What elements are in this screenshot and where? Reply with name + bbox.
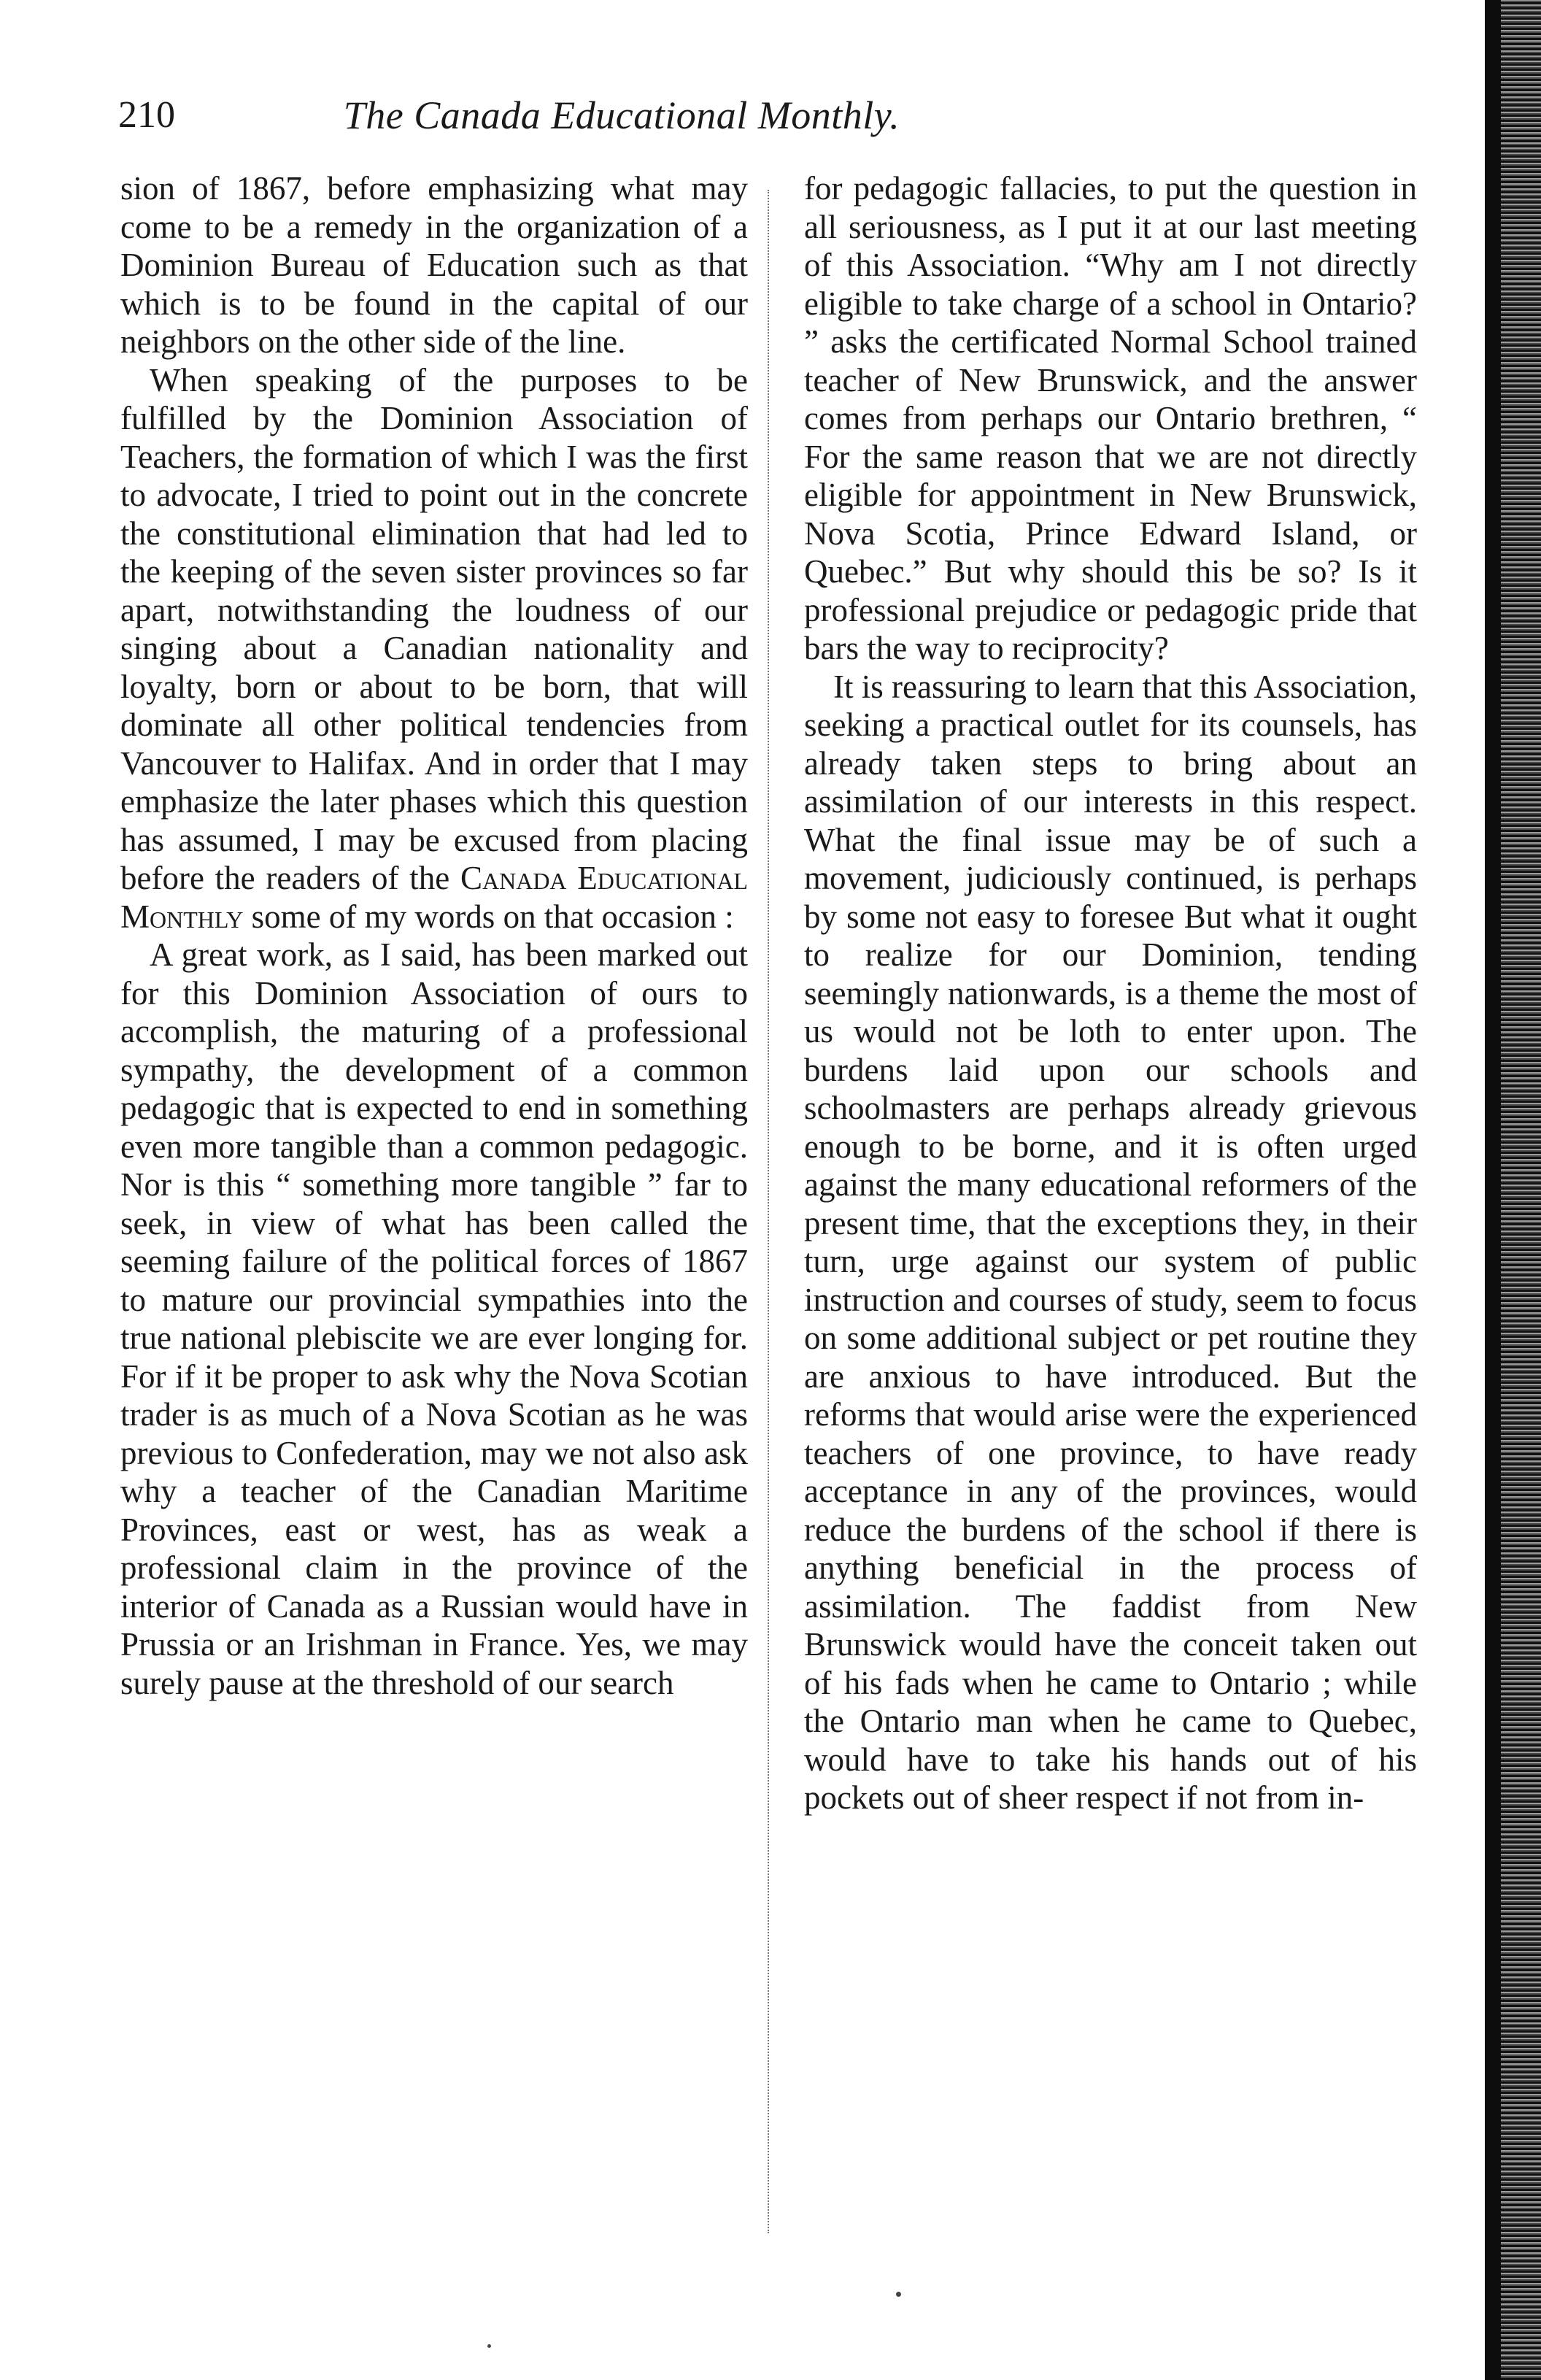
paragraph [120, 361, 748, 936]
page-header [118, 86, 1125, 145]
journal-name: Canada Educational Monthly [120, 860, 748, 935]
column-divider [768, 190, 769, 2233]
paragraph: It is reassuring to learn that this Association, seeking a practical outlet for its counsels, has already taken steps to bring about an assimilation of our interests in this respect. What the final issue may be of such a movement, judiciously continued, is perhaps by some not easy to foresee But what it ought to realize for our Dominion, tending seemingly nationwards, is a theme the most of us would not be loth to enter upon. The burdens laid upon our schools and schoolmasters are perhaps already grievous enough to be borne, and it is often urged against the many educational reformers of the present time, that the exceptions they, in their turn, urge against our system of public instruction and courses of study, seem to focus on some additional subject or pet routine they are anxious to have introduced. But the reforms that would arise were the experienced teachers of one province, to have ready acceptance in any of the provinces, would reduce the burdens of the school if there is anything beneficial in the process of assimilation. The faddist from New Brunswick would have the conceit taken out of his fads when he came to Ontario ; while the Ontario man when he came to Quebec, would have to take his hands out of his pockets out of sheer respect if not from in- [804, 668, 1417, 1816]
scan-speck [487, 2344, 491, 2348]
scan-speck [896, 2292, 901, 2297]
running-title: The Canada Educational Monthly. [343, 93, 900, 137]
left-column [120, 169, 748, 2271]
paragraph: A great work, as I said, has been marked out for this Dominion Association of ours to accomplish, the maturing of a professional sympathy, the development of a common pedagogic that is expected to end in something even more tangible than a common pedagogic. Nor is this “ something more tangible ” far to seek, in view of what has been called the seeming failure of the political forces of 1867 to mature our provincial sympathies into the true national plebiscite we are ever longing for. For if it be proper to ask why the Nova Scotian trader is as much of a Nova Scotian as he was previous to Confederation, may we not also ask why a teacher of the Canadian Maritime Provinces, east or west, has as weak a professional claim in the province of the interior of Canada as a Russian would have in Prussia or an Irishman in France. Yes, we may surely pause at the threshold of our search [120, 936, 748, 1701]
paragraph: sion of 1867, before emphasizing what may come to be a remedy in the organization of a Dominion Bureau of Education such as that which is to be found in the capital of our neighbors on the other side of the line. [120, 170, 748, 360]
paragraph-text: When speaking of the purposes to be fulfilled by the Dominion Association of Teachers, the formation of which I was the first to advocate, I tried to point out in the concrete the constitutional elimination that had led to the keeping of the seven sister provinces so far apart, notwithstanding the loudness of our singing about a Canadian nationality and loyalty, born or about to be born, that will dominate all other political tendencies from Vancouver to Halifax. And in order that I may emphasize the later phases which this question has assumed, I may be excused from placing before the readers of the [120, 361, 748, 896]
page-number: 210 [118, 94, 175, 136]
paragraph-text: some of my words on that occasion : [243, 898, 734, 935]
right-column [804, 169, 1417, 2271]
paragraph: for pedagogic fallacies, to put the question in all seriousness, as I put it at our last meeting of this Association. “Why am I not directly eligible to take charge of a school in Ontario? ” asks the certificated Normal School trained teacher of New Brunswick, and the answer comes from perhaps our Ontario brethren, “ For the same reason that we are not directly eligible for appointment in New Brunswick, Nova Scotia, Prince Edward Island, or Quebec.” But why should this be so? Is it professional prejudice or pedagogic pride that bars the way to reciprocity? [804, 170, 1417, 666]
scan-edge-strip [1485, 0, 1541, 2380]
